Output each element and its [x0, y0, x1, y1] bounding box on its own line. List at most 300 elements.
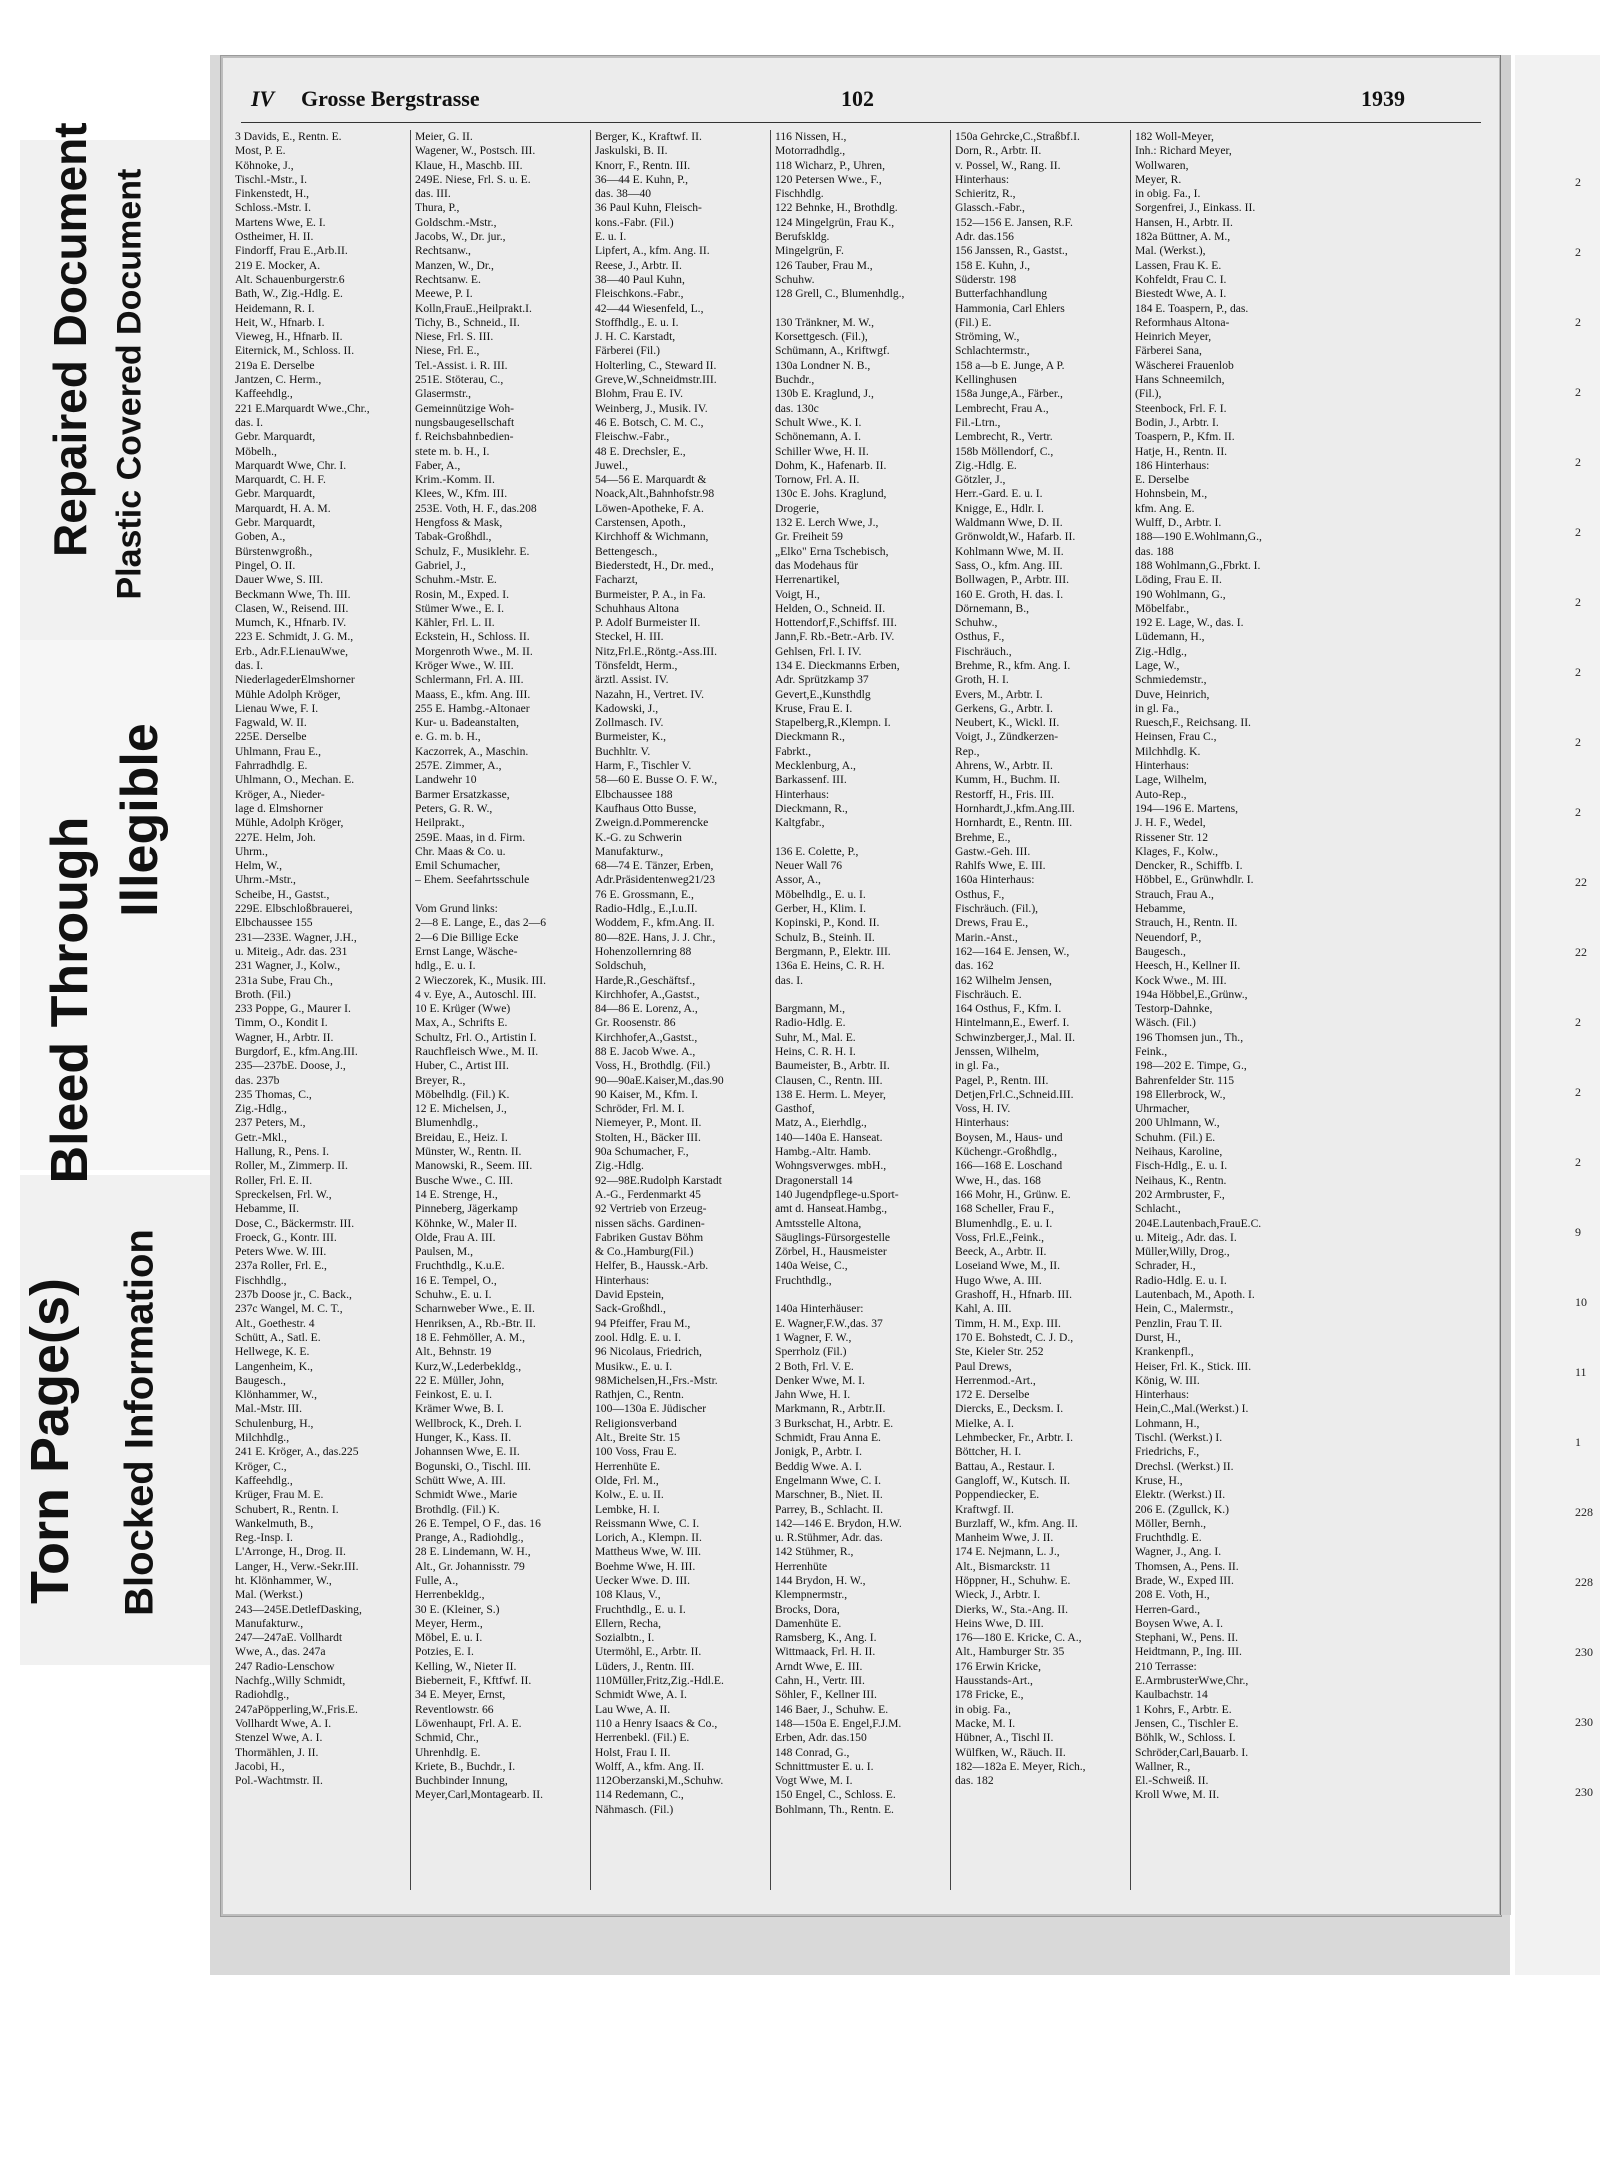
directory-entry: Buchdr.,: [775, 373, 815, 387]
directory-entry: Knigge, E., Hdlr. I.: [955, 501, 1044, 515]
directory-entry: Lohmann, H.,: [1135, 1416, 1200, 1430]
directory-entry: Jonigk, P., Arbtr. I.: [775, 1445, 862, 1459]
directory-entry: Sorgenfrei, J., Einkass. II.: [1135, 201, 1256, 215]
directory-entry: 233 Poppe, G., Maurer I.: [235, 1002, 351, 1016]
directory-entry: Hohnsbein, M.,: [1135, 487, 1208, 501]
directory-entry: Olde, Frl. M.,: [595, 1473, 659, 1487]
directory-entry: Kriete, B., Buchdr., I.: [415, 1759, 516, 1773]
directory-entry: Auto-Rep.,: [1135, 787, 1187, 801]
directory-entry: Heesch, H., Kellner II.: [1135, 959, 1241, 973]
directory-entry: Lehmbecker, Fr., Arbtr. I.: [955, 1431, 1074, 1445]
directory-entry: Lembrecht, Frau A.,: [955, 401, 1049, 415]
directory-entry: 130c E. Johs. Kraglund,: [775, 487, 887, 501]
directory-entry: Gabriel, J.,: [415, 558, 466, 572]
directory-entry: Krim.-Komm. II.: [415, 473, 495, 487]
directory-entry: Gevert,E.,Kunsthdlg: [775, 687, 871, 701]
facing-page-number: 2: [1575, 385, 1581, 399]
directory-entry: Kahl, A. III.: [955, 1302, 1012, 1316]
directory-entry: 2—8 E. Lange, E., das 2—6: [415, 916, 547, 930]
directory-entry: Gerkens, G., Arbtr. I.: [955, 701, 1053, 715]
directory-entry: Bohlmann, Th., Rentn. E.: [775, 1802, 894, 1816]
directory-entry: Hallung, R., Pens. I.: [235, 1145, 330, 1159]
directory-entry: 132 E. Lerch Wwe, J.,: [775, 516, 879, 530]
directory-entry: Johannsen Wwe, E. II.: [415, 1445, 520, 1459]
directory-entry: Lembke, H. I.: [595, 1502, 660, 1516]
directory-entry: Fischräuch.,: [955, 644, 1012, 658]
directory-entry: Säuglings-Fürsorgestelle: [775, 1230, 891, 1244]
directory-entry: 158b Möllendorf, C.,: [955, 444, 1054, 458]
directory-entry: Fleischw.-Fabr.,: [595, 430, 670, 444]
directory-entry: Tischl.-Mstr., I.: [235, 172, 308, 186]
directory-entry: 84—86 E. Lorenz, A.,: [595, 1002, 698, 1016]
directory-entry: 112Oberzanski,M.,Schuhw.: [595, 1774, 724, 1788]
directory-entry: Paulsen, M.,: [415, 1245, 473, 1259]
directory-entry: Wwe, H., das. 168: [955, 1173, 1041, 1187]
directory-entry: Färberei Sana,: [1135, 344, 1202, 358]
directory-entry: stete m. b. H., I.: [415, 444, 490, 458]
directory-entry: 138 E. Herm. L. Meyer,: [775, 1087, 886, 1101]
directory-entry: 219a E. Derselbe: [235, 358, 315, 372]
directory-entry: Bettengesch.,: [595, 544, 658, 558]
directory-entry: amt d. Hanseat.Hambg.,: [775, 1202, 888, 1216]
directory-entry: 3 Burkschat, H., Arbtr. E.: [775, 1416, 894, 1430]
directory-entry: Mingelgrün, F.: [775, 244, 844, 258]
directory-entry: Heilprakt.,: [415, 816, 465, 830]
directory-entry: Manheim Wwe, J. II.: [955, 1531, 1054, 1545]
directory-entry: Hebamme, II.: [235, 1202, 300, 1216]
directory-entry: 188—190 E.Wohlmann,G.,: [1135, 530, 1262, 544]
directory-entry: 158a Junge,A., Färber.,: [955, 387, 1063, 401]
directory-entry: Löwen-Apotheke, F. A.: [595, 501, 704, 515]
directory-entry: Berger, K., Kraftwf. II.: [595, 130, 702, 143]
directory-entry: Assor, A.,: [775, 873, 821, 887]
directory-entry: Höppner, H., Schuhw. E.: [955, 1573, 1071, 1587]
directory-entry: Ste, Kieler Str. 252: [955, 1345, 1044, 1359]
directory-entry: Roller, Frl. E. II.: [235, 1173, 313, 1187]
directory-entry: Schieritz, R.,: [955, 187, 1016, 201]
directory-entry: Battau, A., Restaur. I.: [955, 1459, 1055, 1473]
directory-entry: Uhrenhdlg. E.: [415, 1745, 481, 1759]
directory-entry: Niemeyer, P., Mont. II.: [595, 1116, 702, 1130]
directory-entry: Bogunski, O., Tischl. III.: [415, 1459, 531, 1473]
directory-entry: Kaffeehdlg.,: [235, 1473, 293, 1487]
directory-entry: Reformhaus Altona-: [1135, 315, 1230, 329]
directory-entry: Jaskulski, B. II.: [595, 144, 668, 158]
directory-entry: Erben, Adr. das.150: [775, 1731, 867, 1745]
directory-entry: Stenzel Wwe, A. I.: [235, 1731, 323, 1745]
directory-entry: Sack-Großhdl.,: [595, 1302, 666, 1316]
directory-entry: Facharzt,: [595, 573, 638, 587]
directory-entry: Gangloff, W., Kutsch. II.: [955, 1473, 1071, 1487]
facing-page-strip: [1515, 55, 1600, 1975]
directory-entry: Breidau, E., Heiz. I.: [415, 1130, 508, 1144]
directory-entry: Jahn Wwe, H. I.: [775, 1388, 851, 1402]
directory-entry: Korsettgesch. (Fil.),: [775, 330, 868, 344]
directory-entry: Neihaus, Karoline,: [1135, 1145, 1223, 1159]
directory-entry: 140—140a E. Hanseat.: [775, 1130, 883, 1144]
directory-entry: Woddem, F., kfm.Ang. II.: [595, 916, 715, 930]
directory-entry: Peters Wwe. W. III.: [235, 1245, 327, 1259]
directory-entry: Götzler, J.,: [955, 473, 1006, 487]
directory-entry: Wwe, A., das. 247a: [235, 1645, 326, 1659]
directory-entry: 120 Petersen Wwe., F.,: [775, 172, 882, 186]
directory-entry: Most, P. E.: [235, 144, 286, 158]
directory-entry: Drews, Frau E.,: [955, 916, 1029, 930]
facing-page-number: 230: [1575, 1715, 1593, 1729]
directory-entry: Heidtmann, P., Ing. III.: [1135, 1645, 1242, 1659]
directory-entry: Klönhammer, W.,: [235, 1388, 317, 1402]
directory-entry: [775, 831, 946, 845]
directory-entry: Reese, J., Arbtr. II.: [595, 258, 682, 272]
directory-entry: Ernst Lange, Wäsche-: [415, 944, 518, 958]
directory-entry: Hein,C.,Mal.(Werkst.) I.: [1135, 1402, 1249, 1416]
directory-entry: 22 E. Müller, John,: [415, 1373, 505, 1387]
directory-entry: Restorff, H., Fris. III.: [955, 787, 1054, 801]
directory-entry: Nazahn, H., Vertret. IV.: [595, 687, 705, 701]
directory-entry: Heinsen, Frau C.,: [1135, 730, 1217, 744]
directory-entry: Uhlmann, Frau E.,: [235, 744, 321, 758]
directory-entry: Rissener Str. 12: [1135, 830, 1209, 844]
directory-entry: Dieckmann R.,: [775, 730, 845, 744]
directory-column-2: [411, 130, 591, 1890]
directory-entry: Hans Schneemilch,: [1135, 373, 1225, 387]
directory-entry: E.ArmbrusterWwe,Chr.,: [1135, 1674, 1249, 1688]
torn-pages-label: Torn Page(s): [20, 1277, 80, 1605]
directory-entry: 182a Büttner, A. M.,: [1135, 230, 1231, 244]
directory-entry: Breyer, R.,: [415, 1073, 466, 1087]
blocked-information-label: Blocked Information: [117, 1229, 162, 1616]
facing-page-number: 2: [1575, 1085, 1581, 1099]
directory-entry: Chr. Maas & Co. u.: [415, 844, 506, 858]
directory-entry: Schmidt Wwe, A. I.: [595, 1688, 687, 1702]
directory-entry: Uhrm.,: [235, 844, 268, 858]
directory-entry: Wittmaack, Frl. H. II.: [775, 1645, 876, 1659]
directory-entry: 206 E. (Zgullck, K.): [1135, 1502, 1230, 1516]
directory-entry: Waldmann Wwe, D. II.: [955, 516, 1063, 530]
directory-entry: Vieweg, H., Hfnarb. II.: [235, 330, 343, 344]
directory-entry: Manzen, W., Dr.,: [415, 258, 494, 272]
directory-entry: e. G. m. b. H.,: [415, 730, 481, 744]
directory-entry: Ruesch,F., Reichsang. II.: [1135, 716, 1251, 730]
facing-page-number: 2: [1575, 525, 1581, 539]
directory-entry: Herrenhüte: [775, 1559, 828, 1573]
directory-entry: Hinterhaus:: [595, 1273, 650, 1287]
directory-entry: 164 Osthus, F., Kfm. I.: [955, 1002, 1062, 1016]
directory-entry: Hinterhaus:: [955, 1116, 1010, 1130]
directory-entry: Kopinski, P., Kond. II.: [775, 916, 880, 930]
directory-entry: Soldschuh,: [595, 959, 647, 973]
directory-entry: 144 Brydon, H. W.,: [775, 1573, 866, 1587]
directory-entry: Bollwagen, P., Arbtr. III.: [955, 573, 1069, 587]
directory-entry: 54—56 E. Marquardt &: [595, 473, 707, 487]
directory-entry: „Elko" Erna Tschebisch,: [775, 544, 889, 558]
street-name: Grosse Bergstrasse: [301, 86, 480, 111]
directory-entry: Meyer,Carl,Montagearb. II.: [415, 1788, 543, 1802]
facing-page-number: 9: [1575, 1225, 1581, 1239]
directory-entry: E. Derselbe: [1135, 473, 1190, 487]
directory-entry: 247 Radio-Lenschow: [235, 1659, 335, 1673]
directory-entry: 2 Wieczorek, K., Musik. III.: [415, 973, 547, 987]
directory-entry: Tichy, B., Schneid., II.: [415, 315, 520, 329]
directory-entry: Hinterhaus:: [775, 787, 830, 801]
directory-entry: Gemeinnützige Woh-: [415, 401, 514, 415]
directory-entry: Denker Wwe, M. I.: [775, 1373, 865, 1387]
directory-entry: Zweign.d.Pommerencke: [595, 816, 709, 830]
directory-entry: Herren-Gard.,: [1135, 1602, 1201, 1616]
directory-entry: Hansen, H., Arbtr. II.: [1135, 215, 1233, 229]
directory-entry: u. R.Stühmer, Adr. das.: [775, 1531, 883, 1545]
directory-entry: Biestedt Wwe, A. I.: [1135, 287, 1227, 301]
directory-entry: Wülfken, W., Räuch. II.: [955, 1745, 1066, 1759]
directory-entry: Wulff, D., Arbtr. I.: [1135, 516, 1222, 530]
directory-entry: kfm. Ang. E.: [1135, 501, 1195, 515]
directory-entry: Juwel.,: [595, 458, 628, 472]
facing-page-number: 230: [1575, 1785, 1593, 1799]
directory-entry: Sperrholz (Fil.): [775, 1345, 847, 1359]
directory-entry: Osthus, F.,: [955, 630, 1005, 644]
directory-entry: Schönemann, A. I.: [775, 430, 861, 444]
directory-entry: 128 Grell, C., Blumenhdlg.,: [775, 287, 905, 301]
directory-entry: Wagener, W., Postsch. III.: [415, 144, 536, 158]
directory-entry: 100 Voss, Frau E.: [595, 1445, 677, 1459]
directory-entry: f. Reichsbahnbedien-: [415, 430, 514, 444]
directory-entry: Testorp-Dahnke,: [1135, 1002, 1213, 1016]
directory-entry: Kruse, Frau E. I.: [775, 701, 853, 715]
directory-entry: Marquardt Wwe, Chr. I.: [235, 458, 347, 472]
facing-page-number: 2: [1575, 315, 1581, 329]
directory-entry: Biederstedt, H., Dr. med.,: [595, 558, 714, 572]
facing-page-number: 11: [1575, 1365, 1587, 1379]
directory-entry: Detjen,Frl.C.,Schneid.III.: [955, 1087, 1074, 1101]
directory-entry: [775, 988, 946, 1002]
directory-entry: Thura, P.,: [415, 201, 460, 215]
directory-entry: Voigt, H.,: [775, 587, 820, 601]
directory-entry: Ellern, Recha,: [595, 1616, 661, 1630]
directory-entry: Lage, Wilhelm,: [1135, 773, 1207, 787]
directory-entry: 253E. Voth, H. F., das.208: [415, 501, 537, 515]
directory-entry: Kock Wwe., M. III.: [1135, 973, 1227, 987]
directory-entry: 122 Behnke, H., Brothdlg.: [775, 201, 898, 215]
directory-entry: 241 E. Kröger, A., das.225: [235, 1445, 359, 1459]
directory-entry: Schiller Wwe, H. II.: [775, 444, 869, 458]
directory-entry: Kirchhofer, A.,Gastst.,: [595, 987, 700, 1001]
directory-entry: Kelling, W., Nieter II.: [415, 1659, 517, 1673]
directory-entry: Berufskldg.: [775, 230, 830, 244]
directory-entry: Suhr, M., Mal. E.: [775, 1030, 856, 1044]
directory-entry: Schuhw., E. u. I.: [415, 1288, 492, 1302]
directory-entry: 204E.Lautenbach,FrauE.C.: [1135, 1216, 1262, 1230]
directory-column-1: [231, 130, 411, 1890]
directory-entry: Löding, Frau E. II.: [1135, 573, 1222, 587]
facing-page-number: 2: [1575, 805, 1581, 819]
directory-entry: 80—82E. Hans, J. J. Chr.,: [595, 930, 716, 944]
directory-entry: Prange, A., Radiohdlg.,: [415, 1531, 524, 1545]
directory-entry: 42—44 Wiesenfeld, L.,: [595, 301, 704, 315]
directory-entry: Klaue, H., Maschb. III.: [415, 158, 523, 172]
directory-entry: Glasermstr.,: [415, 387, 472, 401]
directory-entry: Clausen, C., Rentn. III.: [775, 1073, 883, 1087]
directory-entry: Schmid, Chr.,: [415, 1731, 479, 1745]
directory-entry: Hunger, K., Kass. II.: [415, 1431, 512, 1445]
directory-entry: 255 E. Hambg.-Altonaer: [415, 701, 530, 715]
directory-entry: 259E. Maas, in d. Firm.: [415, 830, 526, 844]
directory-entry: 142—146 E. Brydon, H.W.: [775, 1516, 902, 1530]
directory-entry: Niese, Frl. E.,: [415, 344, 480, 358]
directory-entry: Schlermann, Frl. A. III.: [415, 673, 524, 687]
directory-entry: Jann,F. Rb.-Betr.-Arb. IV.: [775, 630, 895, 644]
directory-entry: Tönsfeldt, Herm.,: [595, 658, 678, 672]
directory-entry: Nähmasch. (Fil.): [595, 1802, 674, 1816]
directory-entry: Timm, H. M., Exp. III.: [955, 1316, 1061, 1330]
directory-entry: Dose, C., Bäckermstr. III.: [235, 1216, 355, 1230]
directory-entry: Diercks, E., Decksm. I.: [955, 1402, 1064, 1416]
directory-entry: Müller,Willy, Drog.,: [1135, 1245, 1230, 1259]
directory-entry: Gasthof,: [775, 1102, 815, 1116]
directory-entry: Fischhdlg.,: [235, 1273, 287, 1287]
directory-entry: Macke, M. I.: [955, 1716, 1016, 1730]
directory-entry: Vom Grund links:: [415, 902, 498, 916]
directory-entry: 126 Tauber, Frau M.,: [775, 258, 873, 272]
directory-entry: Schütt, A., Satl. E.: [235, 1330, 321, 1344]
directory-entry: Rauchfleisch Wwe., M. II.: [415, 1045, 539, 1058]
directory-entry: 30 E. (Kleiner, S.): [415, 1602, 500, 1616]
directory-entry: 196 Thomsen jun., Th.,: [1135, 1030, 1244, 1044]
directory-entry: Heit, W., Hfnarb. I.: [235, 315, 325, 329]
directory-entry: 88 E. Jacob Wwe. A.,: [595, 1045, 696, 1058]
directory-entry: Helm, W.,: [235, 859, 283, 873]
directory-entry: in obig. Fa.,: [955, 1702, 1011, 1716]
directory-entry: Marquardt, H. A. M.: [235, 501, 331, 515]
directory-entry: 237b Doose jr., C. Back.,: [235, 1288, 352, 1302]
page-number: 102: [841, 86, 874, 111]
directory-entry: 26 E. Tempel, O F., das. 16: [415, 1516, 541, 1530]
directory-entry: Pagel, P., Rentn. III.: [955, 1073, 1049, 1087]
directory-entry: 3 Davids, E., Rentn. E.: [235, 130, 342, 143]
directory-entry: Wagner, J., Ang. I.: [1135, 1545, 1222, 1559]
directory-entry: Ahrens, W., Arbtr. II.: [955, 759, 1053, 773]
directory-entry: Schlacht.,: [1135, 1202, 1181, 1216]
facing-page-number: 2: [1575, 245, 1581, 259]
directory-entry: 200 Uhlmann, W.,: [1135, 1116, 1220, 1130]
directory-entry: Neuer Wall 76: [775, 859, 843, 873]
directory-entry: Noack,Alt.,Bahnhofstr.98: [595, 487, 715, 501]
directory-entry: Schulenburg, H.,: [235, 1416, 314, 1430]
directory-entry: Jacobs, W., Dr. jur.,: [415, 230, 506, 244]
directory-entry: Broth. (Fil.): [235, 987, 291, 1001]
directory-entry: das. 38—40: [595, 187, 652, 201]
facing-page-number: 2: [1575, 665, 1581, 679]
directory-entry: 96 Nicolaus, Friedrich,: [595, 1345, 702, 1359]
directory-entry: Hornhardt,J.,kfm.Ang.III.: [955, 801, 1075, 815]
directory-entry: Goben, A.,: [235, 530, 286, 544]
directory-entry: Fruchthdlg. E.: [1135, 1531, 1202, 1545]
directory-entry: Weinberg, J., Musik. IV.: [595, 401, 708, 415]
directory-entry: [775, 1288, 946, 1302]
directory-entry: 12 E. Michelsen, J.,: [415, 1102, 507, 1116]
directory-entry: 68—74 E. Tänzer, Erben,: [595, 859, 714, 873]
directory-entry: Fruchthdlg., K.u.E.: [415, 1259, 505, 1273]
directory-entry: 243—245E.DetlefDasking,: [235, 1602, 362, 1616]
directory-entry: Reissmann Wwe, C. I.: [595, 1516, 700, 1530]
directory-entry: Hübner, A., Tischl II.: [955, 1731, 1054, 1745]
directory-entry: Schnittmuster E. u. I.: [775, 1759, 874, 1773]
directory-entry: Voigt, J., Zündkerzen-: [955, 730, 1059, 744]
directory-entry: Rechtsanw.,: [415, 244, 471, 258]
directory-entry: Dierks, W., Sta.-Ang. II.: [955, 1602, 1069, 1616]
directory-entry: in obig. Fa., I.: [1135, 187, 1201, 201]
directory-entry: Krämer Wwe, B. I.: [415, 1402, 504, 1416]
directory-entry: Krüger, Frau M. E.: [235, 1488, 324, 1502]
directory-entry: E. u. I.: [595, 230, 627, 244]
directory-entry: 152—156 E. Jansen, R.F.: [955, 215, 1073, 229]
directory-entry: 146 Baer, J., Schuhw. E.: [775, 1702, 889, 1716]
page-header: [221, 56, 1501, 116]
directory-entry: Kaffeehdlg.,: [235, 387, 293, 401]
directory-entry: Wäsch. (Fil.): [1135, 1016, 1196, 1030]
directory-entry: Schümann, A., Kriftwgf.: [775, 344, 890, 358]
directory-entry: Wolff, A., kfm. Ang. II.: [595, 1759, 704, 1773]
directory-entry: Mühle, Adolph Kröger,: [235, 816, 344, 830]
directory-entry: Gr. Freiheit 59: [775, 530, 843, 544]
directory-entry: Scharnweber Wwe., E. II.: [415, 1302, 535, 1316]
directory-entry: Schuhw.: [775, 272, 815, 286]
directory-entry: Wäscherei Frauenlob: [1135, 358, 1234, 372]
volume-number: IV: [251, 86, 275, 111]
directory-entry: Musikw., E. u. I.: [595, 1359, 673, 1373]
directory-entry: 168 Scheller, Frau F.,: [955, 1202, 1055, 1216]
directory-entry: Schulz, B., Steinh. II.: [775, 930, 875, 944]
directory-entry: 130 Tränkner, M. W.,: [775, 315, 875, 329]
directory-entry: 16 E. Tempel, O.,: [415, 1273, 497, 1287]
directory-page: [220, 55, 1502, 1917]
directory-entry: Olde, Frau A. III.: [415, 1230, 496, 1244]
directory-entry: Strauch, H., Rentn. II.: [1135, 916, 1238, 930]
directory-entry: Münster, W., Rentn. II.: [415, 1145, 522, 1159]
directory-entry: Hinterhaus:: [955, 172, 1010, 186]
directory-entry: das. 188: [1135, 544, 1174, 558]
directory-entry: Goldschm.-Mstr.,: [415, 215, 497, 229]
directory-entry: Holterling, C., Steward II.: [595, 358, 717, 372]
directory-entry: Schloss.-Mstr. I.: [235, 201, 312, 215]
facing-page-edge: [1500, 55, 1511, 1915]
directory-entry: Peters, G. R. W.,: [415, 801, 493, 815]
directory-entry: Stephani, W., Pens. II.: [1135, 1631, 1239, 1645]
directory-entry: Kraftwgf. II.: [955, 1502, 1014, 1516]
directory-entry: Uhrmacher,: [1135, 1102, 1190, 1116]
directory-entry: Mattheus Wwe, W. III.: [595, 1545, 702, 1559]
directory-entry: Martens Wwe, E. I.: [235, 215, 326, 229]
directory-entry: Köhnke, W., Maler II.: [415, 1216, 518, 1230]
directory-entry: 247aPöpperling,W.,Fris.E.: [235, 1702, 358, 1716]
directory-entry: Kroll Wwe, M. II.: [1135, 1788, 1220, 1802]
directory-entry: Elektr. (Werkst.) II.: [1135, 1488, 1226, 1502]
directory-entry: Wollwaren,: [1135, 158, 1189, 172]
directory-entry: Froeck, G., Kontr. III.: [235, 1230, 337, 1244]
directory-entry: Fabrkt.,: [775, 744, 812, 758]
directory-entry: das. I.: [235, 415, 264, 429]
directory-entry: Dauer Wwe, S. III.: [235, 573, 323, 587]
directory-entry: 140a Hinterhäuser:: [775, 1302, 864, 1316]
directory-entry: Strauch, Frau A.,: [1135, 887, 1214, 901]
directory-entry: 188 Wohlmann,G.,Fbrkt. I.: [1135, 558, 1261, 572]
directory-entry: Möller, Bernh.,: [1135, 1516, 1207, 1530]
directory-entry: Hornhardt, E., Rentn. III.: [955, 816, 1073, 830]
directory-entry: J. H. F., Wedel,: [1135, 816, 1206, 830]
directory-entry: Mühle Adolph Kröger,: [235, 687, 341, 701]
directory-entry: Potzies, E. I.: [415, 1645, 474, 1659]
directory-entry: Brothdlg. (Fil.) K.: [415, 1502, 500, 1516]
directory-entry: 150a Gehrcke,C.,Straßbf.I.: [955, 130, 1080, 143]
